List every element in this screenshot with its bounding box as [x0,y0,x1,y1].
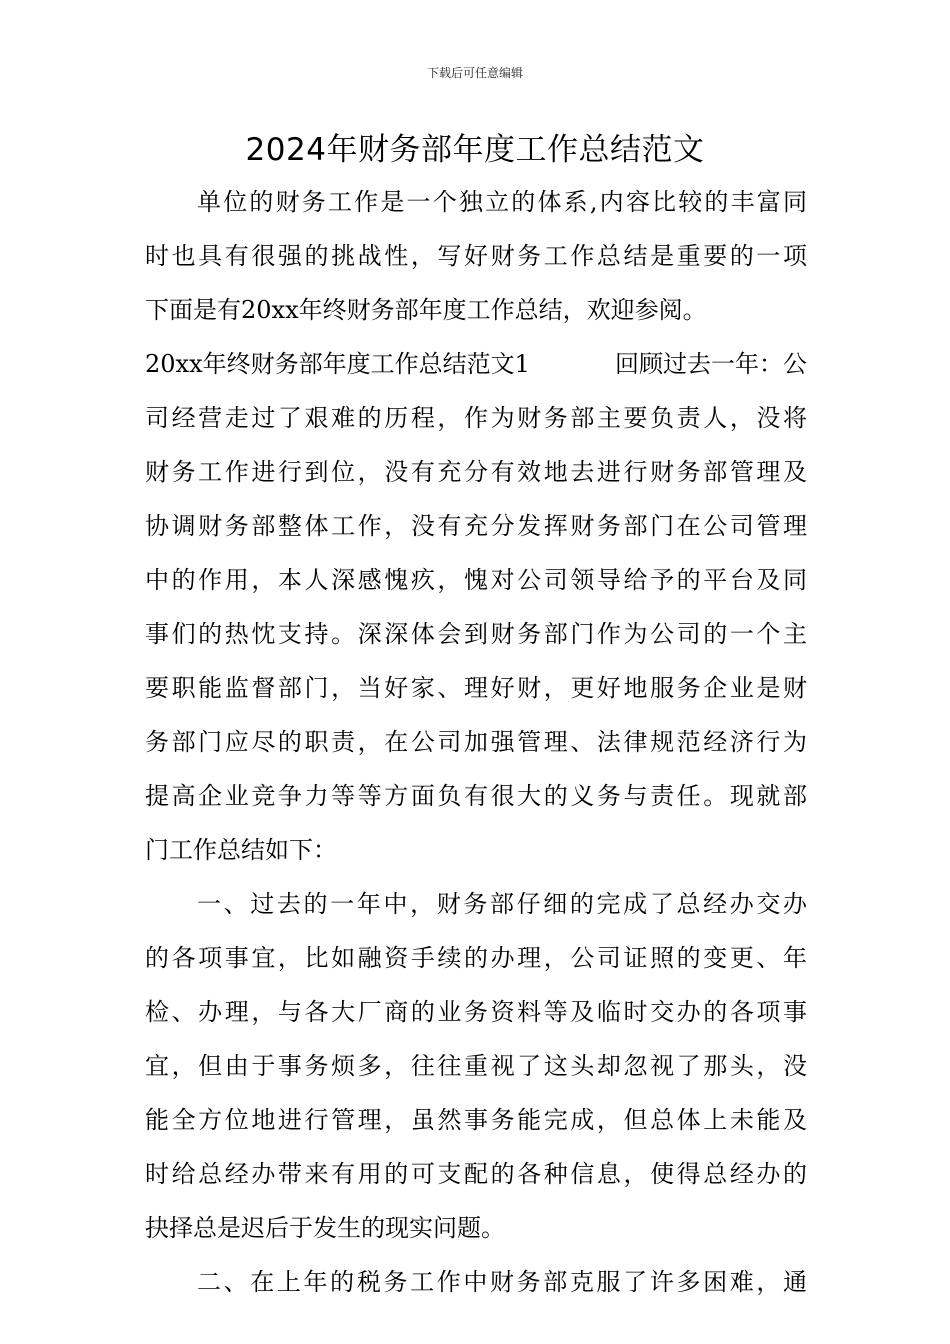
section-line: 事们的热忱支持。深深体会到财务部门作为公司的一个主 [145,620,807,648]
section-line: 要职能监督部门，当好家、理好财，更好地服务企业是财 [145,674,807,702]
point1-line: 的各项事宜，比如融资手续的办理，公司证照的变更、年 [145,944,807,972]
point1-line: 检、办理，与各大厂商的业务资料等及临时交办的各项事 [145,998,807,1026]
point1-line: 能全方位地进行管理，虽然事务能完成，但总体上未能及 [145,1106,807,1134]
section-line: 提高企业竞争力等等方面负有很大的义务与责任。现就部 [145,782,807,810]
section-line: 门工作总结如下： [145,836,337,864]
point1-line: 一、过去的一年中，财务部仔细的完成了总经办交办 [197,890,807,918]
document-title: 2024年财务部年度工作总结范文 [245,132,705,168]
section-line: 协调财务部整体工作，没有充分发挥财务部门在公司管理 [145,512,807,540]
point1-line: 宜，但由于事务烦多，往往重视了这头却忽视了那头，没 [145,1052,807,1080]
section-heading-tail: 回顾过去一年：公 [615,350,807,378]
intro-line: 时也具有很强的挑战性，写好财务工作总结是重要的一项 [145,242,807,270]
section-heading-line [145,337,807,391]
section-line: 中的作用，本人深感愧疚，愧对公司领导给予的平台及同 [145,566,807,594]
section-heading: 20xx年终财务部年度工作总结范文1 [145,350,530,378]
section-line: 司经营走过了艰难的历程，作为财务部主要负责人，没将 [145,404,807,432]
header-note: 下载后可任意编辑 [426,66,523,80]
point1-line: 抉择总是迟后于发生的现实问题。 [145,1214,505,1242]
section-line: 财务工作进行到位，没有充分有效地去进行财务部管理及 [145,458,807,486]
point1-line: 时给总经办带来有用的可支配的各种信息，使得总经办的 [145,1160,807,1188]
intro-line: 下面是有20xx年终财务部年度工作总结，欢迎参阅。 [145,296,707,324]
section-line: 务部门应尽的职责，在公司加强管理、法律规范经济行为 [145,728,807,756]
point2-line: 二、在上年的税务工作中财务部克服了许多困难，通 [197,1268,807,1296]
intro-line: 单位的财务工作是一个独立的体系,内容比较的丰富同 [197,188,807,216]
document-body [145,175,807,1309]
